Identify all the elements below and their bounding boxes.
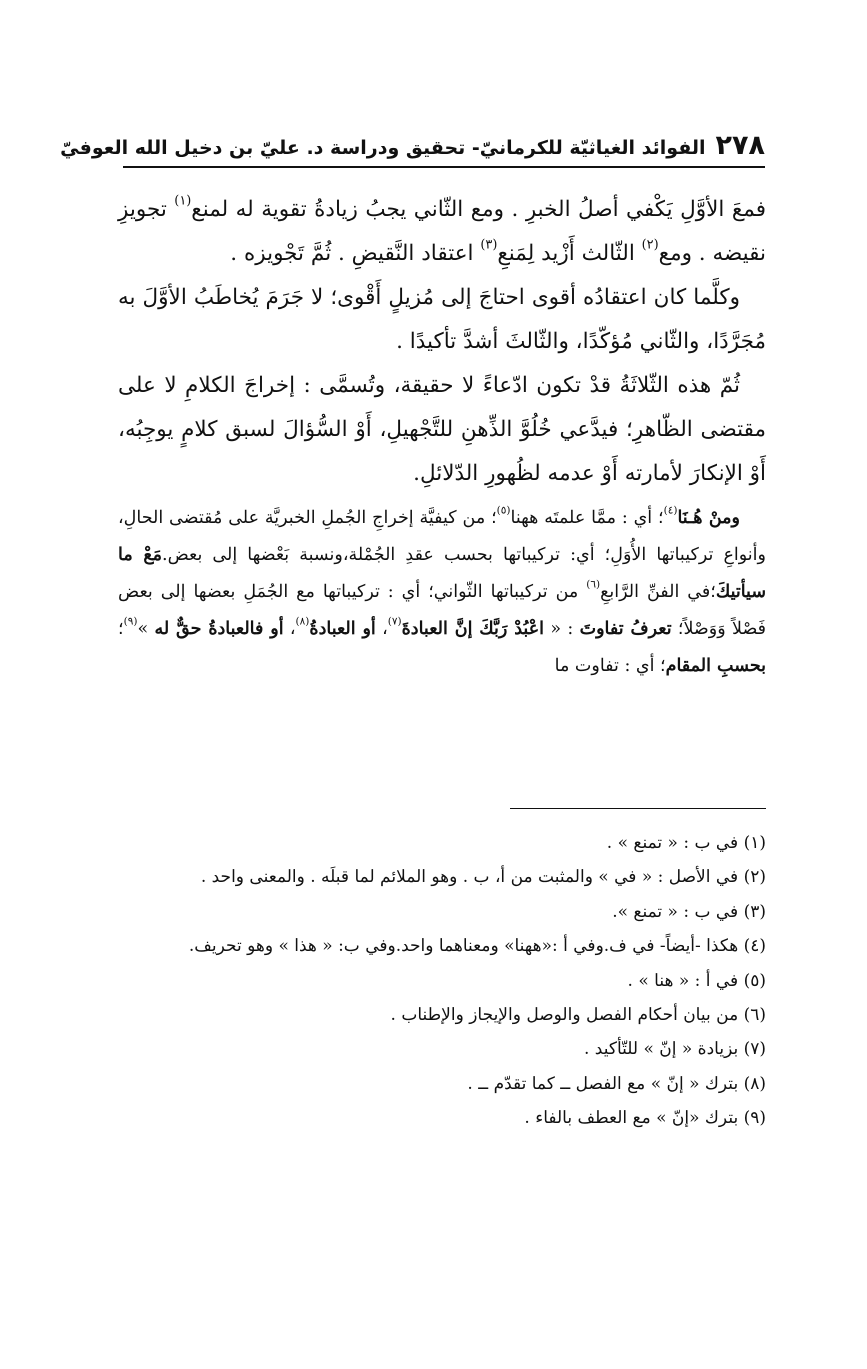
footnote-ref-9[interactable]: (٩) — [123, 615, 138, 628]
footnote: (٣) في ب : « تمنع ». — [612, 901, 766, 922]
footnote-ref-6[interactable]: (٦) — [586, 578, 601, 591]
footnote-ref-7[interactable]: (٧) — [387, 615, 402, 628]
quoted-matn: بحسبِ المقام — [665, 656, 766, 676]
text-run: فمعَ الأوَّلِ يَكْفي أصلُ الخبرِ . ومع الثّاني يجبُ زيادةُ تقوية له لمنع — [191, 197, 766, 222]
paragraph-2: وكلَّما كان اعتقادُه أقوى احتاجَ إلى مُزيلٍ أَقْوى؛ لا جَرَمَ يُخاطَبُ الأوَّلَ به مُجَرَّدًا، والثّاني مُؤكّدًا، والثّالثَ أشدَّ تأكيدًا . — [118, 285, 766, 354]
main-text — [118, 188, 766, 685]
quoted-matn: أو فالعبادةُ حقٌّ له — [154, 619, 284, 639]
text-run: تجويزِ نقيضه . ومع — [118, 197, 766, 266]
footnote-ref-5[interactable]: (٥) — [496, 504, 511, 517]
quoted-matn: أو العبادةُ — [309, 619, 376, 639]
paragraph-3: ثُمّ هذه الثّلاثَةُ قدْ تكون ادّعاءً لا حقيقة، وتُسمَّى : إخراجَ الكلامِ لا على مقتضى الظّاهرِ؛ فيدَّعي خُلُوَّ الذِّهنِ للتَّجْهيلِ، أَوْ السُّؤالَ لسبق كلامٍ يوجِبُه، أَوْ الإنكارَ لأمارته أَوْ عدمه لظُهورِ الدّلائلِ. — [118, 373, 766, 486]
text-run: » — [137, 619, 155, 639]
text-run: ، — [375, 619, 388, 639]
footnote-ref-2[interactable]: (٢) — [641, 237, 659, 253]
footnote: (٧) بزيادة « إنّ » للتّأكيد . — [583, 1039, 766, 1060]
text-run: الثّالث أَزْيد لِمَنعِ — [497, 241, 642, 266]
text-run: ؛ من كيفيَّة إخراجِ الجُملِ الخبريَّة على مُقتضى الحالِ، وأنواعِ تركيباتها الأُوَلِ؛ أي: تركيباتها بحسب عقدِ الجُمْلة،ونسبة بَعْضها إلى بعض. — [118, 508, 766, 565]
text-run: ، — [283, 619, 296, 639]
text-run: ؛ أي : تفاوت ما — [554, 656, 666, 676]
header-rule — [123, 166, 765, 168]
text-run: ؛في الفنِّ الرَّابعِ — [600, 582, 716, 602]
footnote-ref-4[interactable]: (٤) — [663, 504, 678, 517]
text-run: ؛ — [118, 619, 124, 639]
footnote: (١) في ب : « تمنع » . — [606, 833, 766, 853]
text-run: ؛ أي : ممَّا علمتَه ههنا — [510, 508, 664, 528]
footnote: (٩) بترك «إنّ » مع العطف بالفاء . — [524, 1108, 766, 1129]
quoted-matn: اعْبُدْ رَبَّكَ إنَّ العبادةَ — [401, 619, 544, 639]
footnote: (٦) من بيان أحكام الفصل والوصل والإيجاز والإطناب . — [390, 1004, 766, 1025]
quoted-matn: تعرفُ تفاوتَ — [579, 619, 672, 639]
footnote-separator — [510, 808, 766, 809]
text-run: اعتقاد النَّقيضِ . ثُمَّ تَجْويزه . — [230, 241, 481, 266]
footnote: (٤) هكذا -أيضاً- في ف.وفي أ :«ههنا» ومعناهما واحد.وفي ب: « هذا » وهو تحريف. — [188, 936, 766, 957]
footnote-ref-3[interactable]: (٣) — [480, 237, 498, 253]
footnote: (٥) في أ : « هنا » . — [627, 970, 766, 991]
paragraph-1 — [118, 188, 766, 276]
footnotes-list — [140, 826, 766, 1136]
footnote-ref-1[interactable]: (١) — [174, 193, 192, 209]
quoted-matn: مَعْ ما سيأتيكَ — [118, 545, 767, 602]
text-run: من تركيباتها الثّواني؛ أي : تركيباتها مع الجُمَلِ بعضها إلى بعض فَصْلاً وَوَصْلاً؛ — [118, 582, 766, 639]
quoted-matn: ومنْ هُـنَا — [677, 508, 740, 528]
running-title: الفوائد الغياثيّة للكرمانيّ- تحقيق ودراسة د. عليّ بن دخيل الله العوفيّ — [60, 137, 706, 159]
footnote: (٨) بترك « إنّ » مع الفصل ــ كما تقدّم ــ . — [467, 1073, 766, 1094]
running-header — [60, 130, 765, 161]
page-number: ٢٧٨ — [715, 130, 765, 161]
footnote-ref-8[interactable]: (٨) — [295, 615, 310, 628]
text-run: : « — [544, 619, 580, 639]
footnote: (٢) في الأصل : « في » والمثبت من أ، ب . وهو الملائم لما قبلَه . والمعنى واحد . — [200, 867, 766, 888]
commentary-paragraph — [118, 500, 766, 685]
